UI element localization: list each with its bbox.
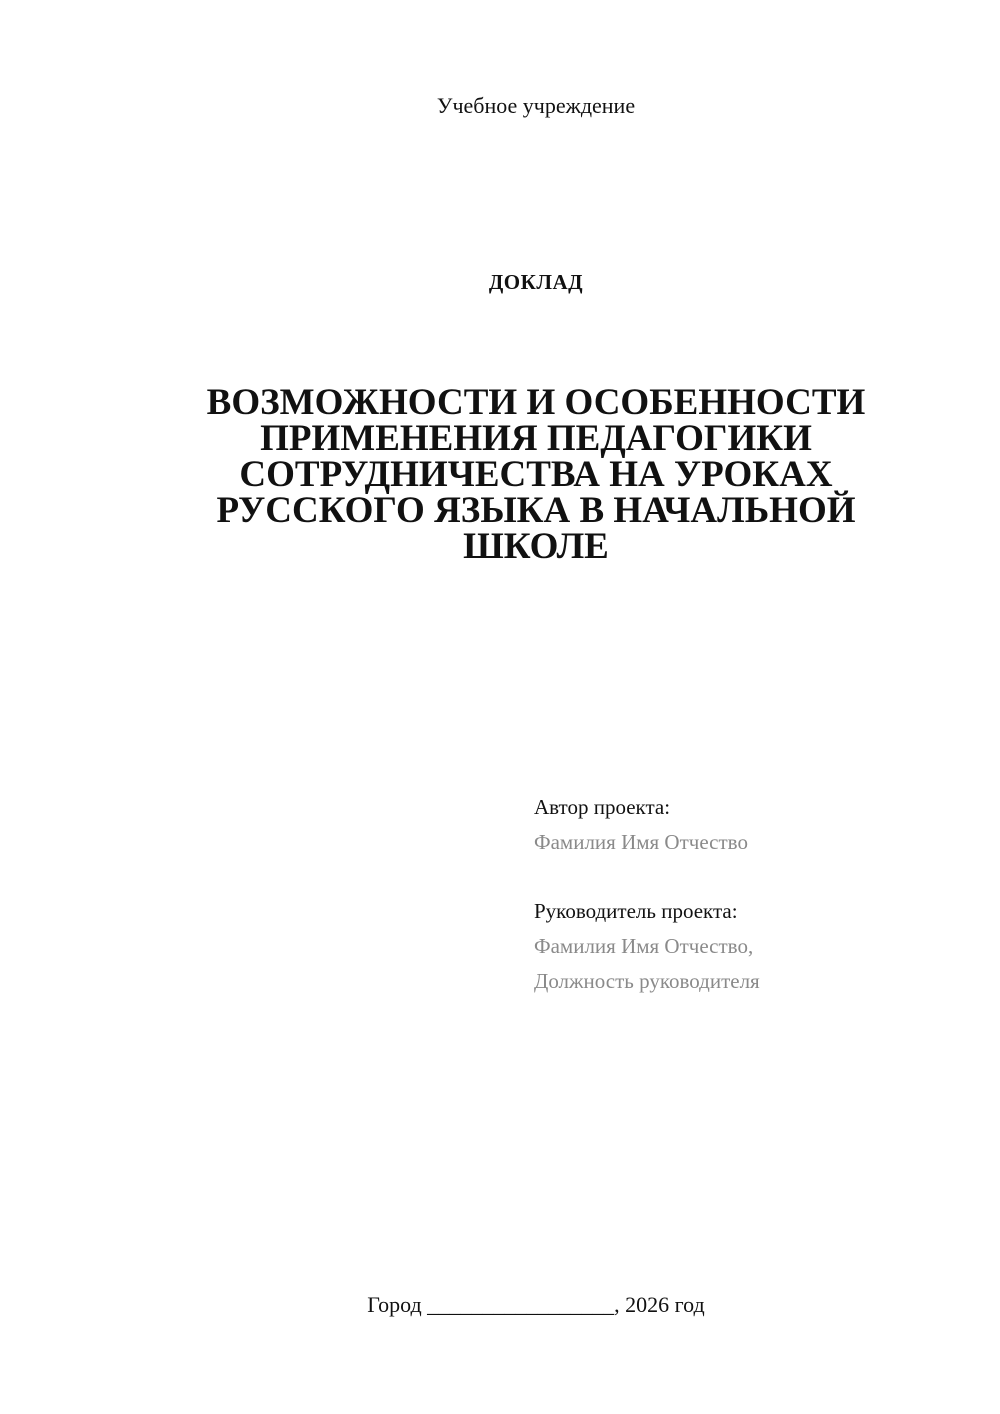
document-type: ДОКЛАД (488, 270, 584, 294)
supervisor-position: Должность руководителя (534, 969, 760, 993)
credits-block (534, 790, 974, 999)
report-title-line: СОТРУДНИЧЕСТВА НА УРОКАХ (239, 454, 833, 495)
institution-name: Учебное учреждение (436, 93, 636, 118)
report-title-line: РУССКОГО ЯЗЫКА В НАЧАЛЬНОЙ (216, 490, 856, 531)
report-title-line: ПРИМЕНЕНИЯ ПЕДАГОГИКИ (260, 418, 812, 459)
supervisor-name: Фамилия Имя Отчество, (534, 934, 754, 958)
city-year-footer: Город _________________, 2026 год (367, 1292, 705, 1317)
author-label: Автор проекта: (534, 795, 671, 819)
report-title-line: ВОЗМОЖНОСТИ И ОСОБЕННОСТИ (206, 382, 866, 423)
report-title-line: ШКОЛЕ (463, 526, 609, 567)
report-title (180, 382, 892, 567)
author-name: Фамилия Имя Отчество (534, 830, 748, 854)
credits-spacer (534, 860, 974, 894)
supervisor-label: Руководитель проекта: (534, 899, 738, 923)
